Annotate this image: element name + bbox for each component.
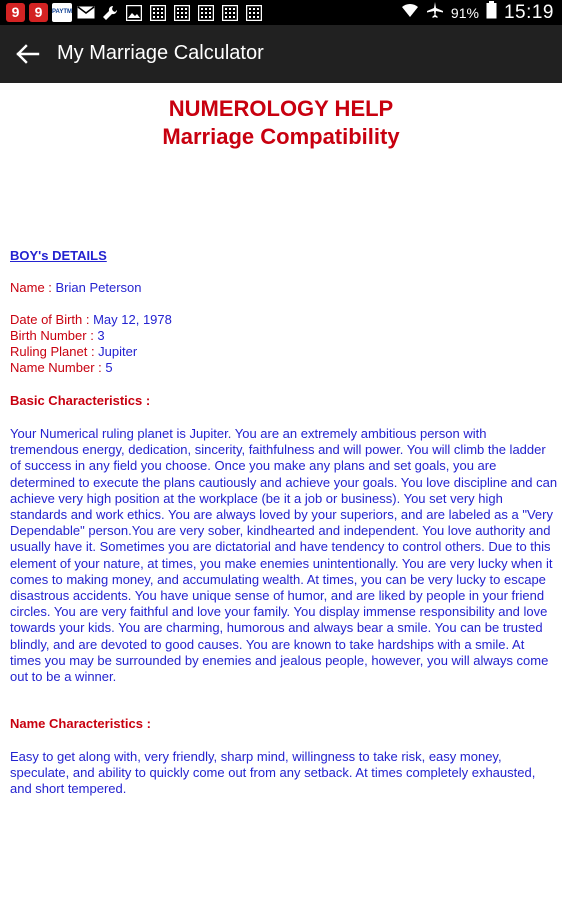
app-title: My Marriage Calculator <box>57 42 264 64</box>
app-bar <box>0 25 562 83</box>
arrow-back-icon <box>14 42 40 66</box>
basic-characteristics-heading: Basic Characteristics : <box>10 393 151 408</box>
battery-icon <box>486 1 497 24</box>
basic-characteristics-text: Your Numerical ruling planet is Jupiter. You are an extremely ambitious person with tremendous energy, dedication, sincerity, faithfulness and will power. You will climb the ladder of success in any field you choose. Once you make any plans and set goals, you are determined to execute the plans cautiously and achieve your goals. You love discipline and can achieve very high position at the workplace (be it a job or business). You set very high standards and work ethics. You are always loved by your superiors, and are labeled as a "Very Dependable" person.You are very sober, kindhearted and independent. You love authority and usually have it. Sometimes you are dictatorial and have tendency to control others. Due to this element of your nature, at times, you make enemies unintentionally. You are very lucky when it comes to making money, and accumulating wealth. At times, you can be very lucky to escape disastrous accidents. You have unique sense of humor, and are liked by people in your friend circles. You are very faithful and love your family. You display immense responsibility and love towards your kids. You are charming, humorous and always bear a smile. You can be trusted blindly, and are devoted to good causes. You are known to take hardships with a smile. At times you may be surrounded by enemies and jealous people, however, you will always come out to be a winner. <box>10 426 558 685</box>
birth-number-label: Birth Number : <box>10 328 98 343</box>
app-grid-icon <box>172 3 192 22</box>
status-bar <box>0 0 562 25</box>
report-title: NUMEROLOGY HELP <box>168 96 394 121</box>
notification-icons <box>6 3 264 22</box>
birth-number-row <box>10 328 105 344</box>
app-grid-icon <box>148 3 168 22</box>
ruling-planet-label: Ruling Planet : <box>10 344 99 359</box>
name-characteristics-text: Easy to get along with, very friendly, sharp mind, willingness to take risk, easy money, speculate, and ability to quickly come out from any setback. At times completely exhausted, and short tempered. <box>10 749 536 797</box>
boys-details-heading: BOY's DETAILS <box>10 248 107 263</box>
name-characteristics-heading: Name Characteristics : <box>10 716 151 731</box>
birth-number-value: 3 <box>97 328 105 343</box>
clock: 15:19 <box>503 1 554 23</box>
back-button[interactable] <box>14 42 40 66</box>
app-grid-icon <box>244 3 264 22</box>
notification-badge-9: 9 <box>6 3 25 22</box>
ruling-planet-row <box>10 344 137 360</box>
name-value: Brian Peterson <box>55 280 142 295</box>
report-content <box>0 83 562 900</box>
system-status <box>401 1 554 24</box>
report-subtitle: Marriage Compatibility <box>162 124 400 149</box>
battery-percent: 91% <box>450 4 479 21</box>
app-grid-icon <box>196 3 216 22</box>
name-number-row <box>10 360 113 376</box>
dob-value: May 12, 1978 <box>93 312 172 327</box>
name-number-value: 5 <box>105 360 113 375</box>
gallery-icon <box>124 3 144 22</box>
dob-row <box>10 312 172 328</box>
name-row <box>10 280 142 296</box>
notification-badge-9-second: 9 <box>29 3 48 22</box>
name-number-label: Name Number : <box>10 360 106 375</box>
wifi-icon <box>401 2 419 23</box>
airplane-mode-icon <box>426 1 444 24</box>
wrench-icon <box>100 3 120 22</box>
app-grid-icon <box>220 3 240 22</box>
dob-label: Date of Birth : <box>10 312 94 327</box>
ruling-planet-value: Jupiter <box>98 344 138 359</box>
paytm-icon: PAYTM <box>52 3 72 22</box>
name-label: Name : <box>10 280 56 295</box>
mail-icon <box>76 3 96 22</box>
